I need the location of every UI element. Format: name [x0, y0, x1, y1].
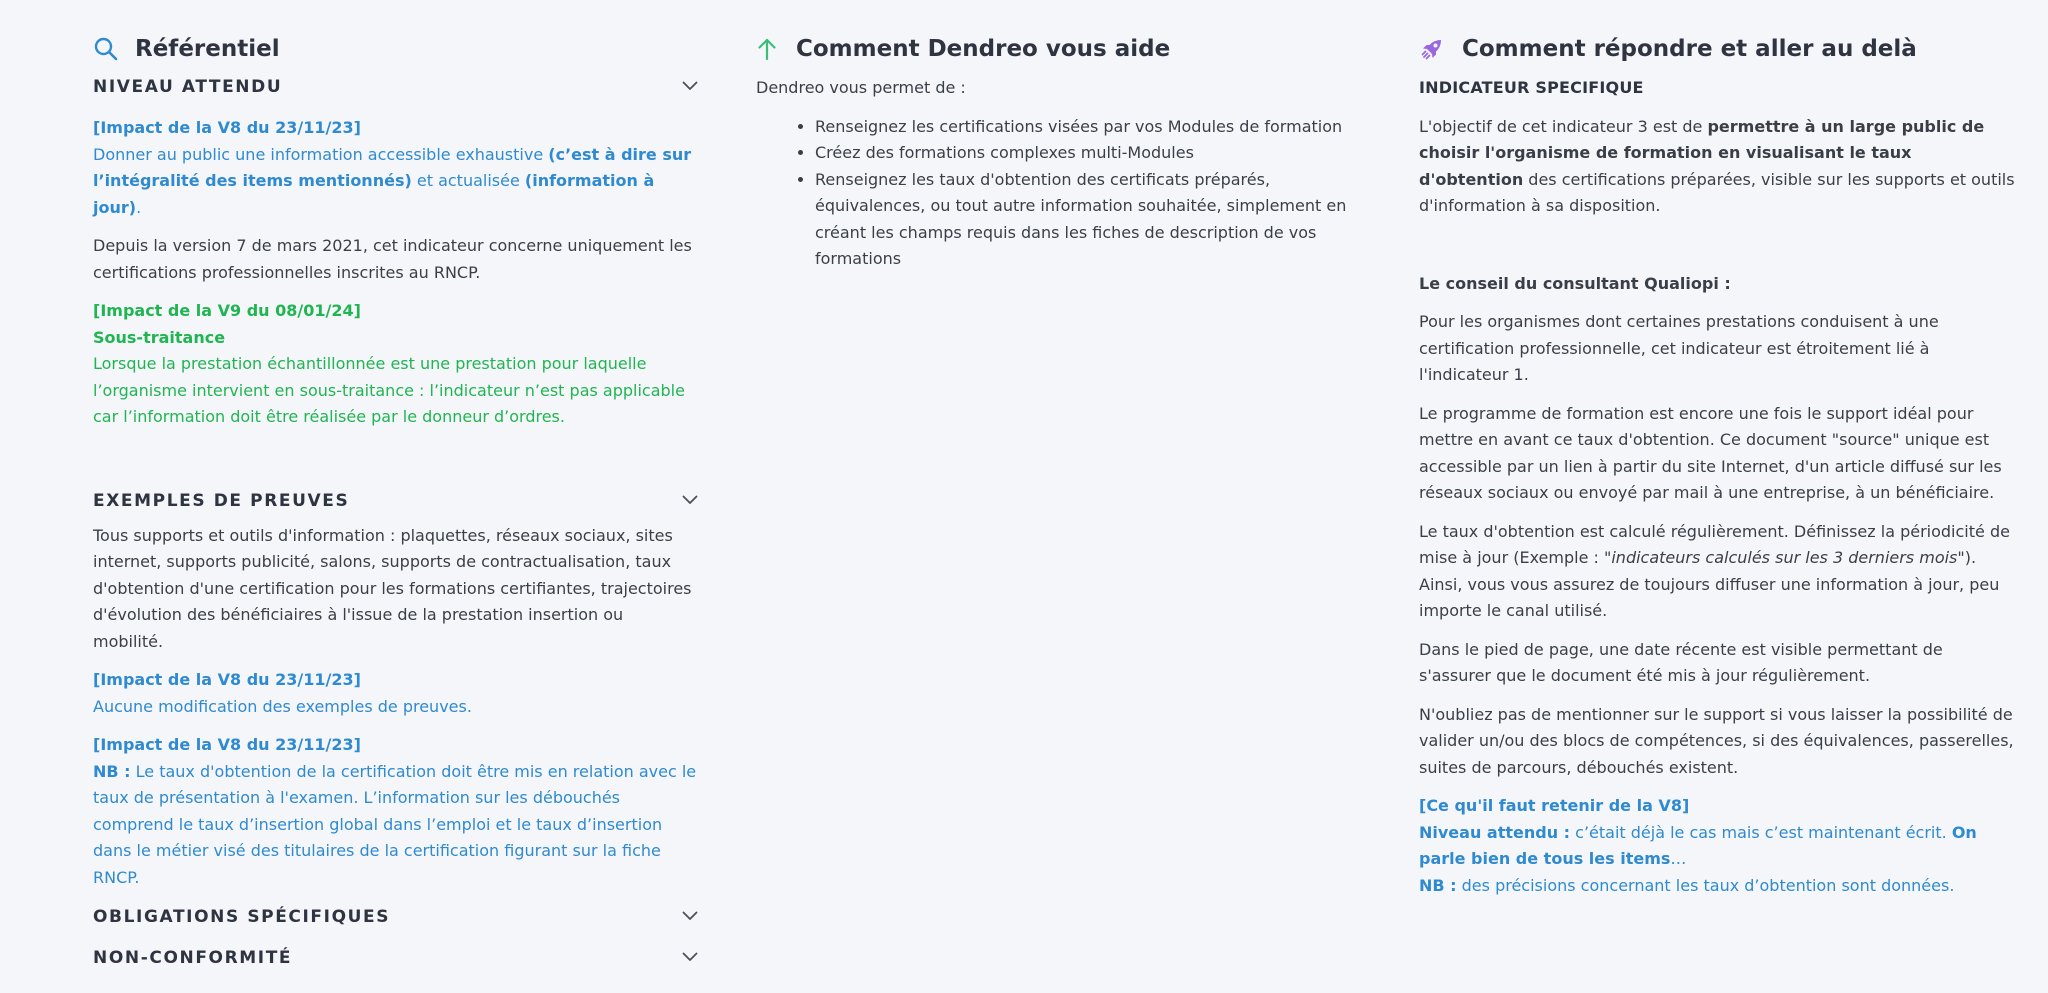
- search-icon: [93, 36, 119, 62]
- conseil-paragraph-2: Le programme de formation est encore une fois le support idéal pour mettre en avant ce taux d'obtention. Ce document "source" unique est accessible par un lien à partir du site Internet, d'un article diffusé sur les réseaux sociaux ou envoyé par mail à une entreprise, à un bénéficiaire.: [1419, 403, 2002, 502]
- retenir-tag: [Ce qu'il faut retenir de la V8]: [1419, 796, 1690, 815]
- niveau-impact2-text: Lorsque la prestation échantillonnée est une prestation pour laquelle l’organisme intervient en sous-traitance : l’indicateur n’est pas applicable car l’information doit être réalisée par le donneur d’ordres.: [93, 354, 685, 426]
- arrow-up-icon: [756, 37, 778, 61]
- dendreo-feature-list: [756, 114, 1361, 273]
- conseil-paragraph-4: Dans le pied de page, une date récente est visible permettant de s'assurer que le document été mis à jour régulièrement.: [1419, 639, 1943, 685]
- repondre-header: [1419, 37, 2019, 61]
- niveau-attendu-toggle[interactable]: [93, 75, 698, 99]
- conseil-heading: Le conseil du consultant Qualiopi :: [1419, 273, 1731, 293]
- niveau-impact2-tag: [Impact de la V9 du 08/01/24]: [93, 301, 361, 320]
- exemples-impact2-text: NB : Le taux d'obtention de la certification doit être mis en relation avec le taux de présentation à l'examen. L’information sur les débouchés comprend le taux d’insertion global dans l’emploi et le taux d’insertion dans le métier visé des titulaires de la certification figurant sur la fiche RNCP.: [93, 761, 697, 887]
- exemples-impact1-tag: [Impact de la V8 du 23/11/23]: [93, 670, 361, 689]
- niveau-impact2-title: Sous-traitance: [93, 327, 226, 347]
- exemples-preuves-toggle[interactable]: [93, 489, 698, 513]
- referentiel-column: [93, 0, 698, 970]
- objectif-paragraph: L'objectif de cet indicateur 3 est de permettre à un large public de choisir l'organisme de formation en visualisant le taux d'obtention des certifications préparées, visible sur les supports et outils d'information à sa disposition.: [1419, 116, 2015, 215]
- dendreo-column: [756, 0, 1361, 273]
- exemples-impact2-tag: [Impact de la V8 du 23/11/23]: [93, 735, 361, 754]
- dendreo-intro: Dendreo vous permet de :: [756, 78, 966, 97]
- chevron-down-icon: [682, 952, 698, 962]
- niveau-impact1-tag: [Impact de la V8 du 23/11/23]: [93, 118, 361, 137]
- niveau-attendu-heading: NIVEAU ATTENDU: [93, 77, 283, 97]
- exemples-paragraph: Tous supports et outils d'information : plaquettes, réseaux sociaux, sites internet, supports publicité, salons, supports de contractualisation, taux d'obtention d'une certification pour les formations certifiantes, trajectoires d'évolution des bénéficiaires à l'issue de la prestation insertion ou mobilité.: [93, 525, 692, 651]
- dendreo-title: Comment Dendreo vous aide: [796, 36, 1171, 62]
- list-item: • Renseignez les certifications visées par vos Modules de formation: [815, 114, 1361, 141]
- retenir-nb: NB : des précisions concernant les taux d’obtention sont données.: [1419, 875, 1955, 895]
- indicateur-heading: INDICATEUR SPECIFIQUE: [1419, 78, 1644, 97]
- retenir-niveau: Niveau attendu : c’était déjà le cas mais c’est maintenant écrit. On parle bien de tous les items…: [1419, 822, 1977, 868]
- chevron-down-icon: [682, 81, 698, 91]
- non-conformite-toggle[interactable]: [93, 946, 698, 970]
- list-item: • Renseignez les taux d'obtention des certificats préparés, équivalences, ou tout autre information souhaitée, simplement en créant les champs requis dans les fiches de description de vos formations: [815, 167, 1361, 273]
- repondre-column: [1419, 0, 2019, 899]
- chevron-down-icon: [682, 495, 698, 505]
- list-item: • Créez des formations complexes multi-Modules: [815, 140, 1361, 167]
- exemples-impact1-text: Aucune modification des exemples de preuves.: [93, 696, 472, 716]
- conseil-paragraph-3: Le taux d'obtention est calculé régulièrement. Définissez la périodicité de mise à jour (Exemple : "indicateurs calculés sur les 3 derniers mois"). Ainsi, vous vous assurez de toujours diffuser une information à jour, peu importe le canal utilisé.: [1419, 521, 2010, 620]
- niveau-paragraph: Depuis la version 7 de mars 2021, cet indicateur concerne uniquement les certifications professionnelles inscrites au RNCP.: [93, 236, 692, 282]
- obligations-toggle[interactable]: [93, 905, 698, 929]
- niveau-impact1-text: Donner au public une information accessible exhaustive (c’est à dire sur l’intégralité des items mentionnés) et actualisée (information à jour).: [93, 144, 692, 217]
- conseil-paragraph-5: N'oubliez pas de mentionner sur le support si vous laisser la possibilité de valider un/ou des blocs de compétences, si des équivalences, passerelles, suites de parcours, débouchés existent.: [1419, 704, 2014, 777]
- dendreo-header: [756, 37, 1361, 61]
- referentiel-header: [93, 37, 698, 61]
- conseil-paragraph-1: Pour les organismes dont certaines prestations conduisent à une certification professionnelle, cet indicateur est étroitement lié à l'indicateur 1.: [1419, 312, 1939, 384]
- rocket-icon: [1419, 36, 1445, 62]
- repondre-title: Comment répondre et aller au delà: [1462, 36, 1917, 62]
- chevron-down-icon: [682, 911, 698, 921]
- referentiel-title: Référentiel: [135, 36, 280, 62]
- exemples-preuves-heading: EXEMPLES DE PREUVES: [93, 490, 350, 511]
- obligations-heading: OBLIGATIONS SPÉCIFIQUES: [93, 907, 391, 927]
- non-conformite-heading: NON-CONFORMITÉ: [93, 948, 293, 968]
